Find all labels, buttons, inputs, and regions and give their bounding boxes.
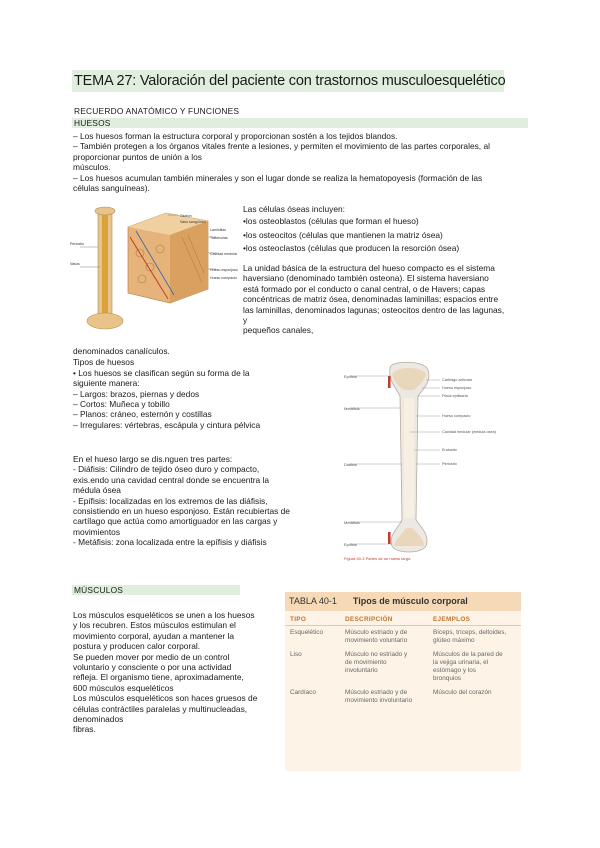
cell-line: Músculo no estriado y bbox=[345, 651, 408, 658]
largo-line: - Metáfisis: zona localizada entre la epífisis y diáfisis bbox=[73, 537, 267, 548]
table-number: TABLA 40-1 bbox=[289, 596, 337, 606]
celulas-line: •los osteoblastos (células que forman el hueso) bbox=[243, 216, 419, 227]
section-recuerdo-heading: RECUERDO ANATÓMICO Y FUNCIONES bbox=[74, 106, 240, 116]
celulas-line: •los osteoclastos (células que producen la resorción ósea) bbox=[243, 243, 460, 254]
long-bone-shape bbox=[390, 362, 429, 552]
bone-part-label: Cavidad medular (médula ósea) bbox=[442, 430, 497, 434]
section-label: Trabéculas bbox=[210, 236, 228, 240]
bone-part-label: Hueso esponjoso bbox=[442, 386, 472, 390]
celulas-text bbox=[243, 204, 459, 254]
bone-part-label: Epífisis bbox=[344, 542, 357, 547]
musculos-line: voluntario y consciente o por una actividad bbox=[73, 661, 232, 672]
section-label: Vasos bbox=[70, 262, 80, 266]
bone-part-label: Cartílago articular bbox=[442, 378, 472, 382]
table-name: Tipos de músculo corporal bbox=[352, 596, 468, 606]
cell-line: bronquios bbox=[433, 675, 462, 682]
cell-line: movimiento voluntario bbox=[345, 637, 408, 644]
table-col-header: TIPO bbox=[290, 616, 307, 623]
table-cell-tipo: Liso bbox=[290, 651, 302, 658]
figure-caption: Figura 40-3 Partes de un hueso largo. bbox=[344, 556, 412, 561]
tipos-line: – Planos: cráneo, esternón y costillas bbox=[73, 409, 212, 420]
cell-line: glúteo máximo bbox=[433, 637, 475, 644]
huesos-text bbox=[73, 131, 490, 193]
tipos-line: – Largos: brazos, piernas y dedos bbox=[73, 388, 200, 399]
celulas-line: •los osteocitos (células que mantienen la matriz ósea) bbox=[243, 229, 443, 240]
cell-line: la vejiga urinaria, el bbox=[433, 659, 489, 666]
musculos-line: movimiento corporal, ayudan a mantener la bbox=[73, 630, 235, 641]
bone-part-label: Metáfisis bbox=[344, 406, 360, 411]
section-label: Vaso sanguíneo bbox=[180, 220, 206, 224]
table-cell-ejemplos bbox=[433, 689, 492, 697]
musculos-line: Los músculos esqueléticos se unen a los huesos bbox=[73, 610, 255, 620]
bone-part-label: Epífisis bbox=[344, 374, 357, 379]
cell-line: involuntario bbox=[345, 667, 378, 674]
musculos-line: refleja. El organismo tiene, aproximadamente, bbox=[73, 672, 244, 683]
table-rule bbox=[285, 625, 521, 626]
cell-line: Músculos de la pared de bbox=[433, 651, 503, 658]
huesos-line: músculos. bbox=[73, 162, 111, 173]
largo-line: En el hueso largo se dis.nguen tres partes: bbox=[73, 454, 233, 464]
largo-line: movimientos bbox=[73, 526, 121, 537]
bone-part-label: Diáfisis bbox=[344, 462, 357, 467]
long-bone-leader-lines bbox=[350, 376, 440, 544]
section-label: Laminillas bbox=[210, 228, 226, 232]
celulas-line: Las células óseas incluyen: bbox=[243, 204, 345, 214]
musculos-line: células contráctiles paralelas y multinucleadas, bbox=[73, 703, 248, 714]
haversiano-text bbox=[243, 263, 504, 336]
cortex-block bbox=[128, 213, 208, 303]
tipos-line: siguiente manera: bbox=[73, 378, 140, 389]
long-bone-red-marks bbox=[388, 376, 391, 544]
tipos-line: Tipos de huesos bbox=[73, 357, 135, 368]
tipos-line: denominados canalículos. bbox=[73, 346, 170, 356]
largo-line: consistiendo en un hueso esponjoso. Están recubiertas de bbox=[73, 505, 290, 516]
table-col-header: EJEMPLOS bbox=[433, 616, 471, 623]
largo-line: médula ósea bbox=[73, 485, 121, 496]
hueso-largo-text bbox=[73, 454, 290, 548]
largo-line: cartílago que actúa como amortiguador en las cargas y bbox=[73, 516, 278, 527]
huesos-line: – Los huesos acumulan también minerales y son el lugar donde se realiza la hematopoyesis (formación de las bbox=[73, 172, 483, 183]
haversiano-line: concéntricas de matriz ósea, denominadas laminillas; espacios entre bbox=[243, 294, 499, 305]
cell-line: Músculo estriado y de bbox=[345, 689, 408, 696]
table-cell-descripcion bbox=[345, 651, 407, 675]
bone-part-label: Placa epifisaria bbox=[442, 394, 468, 398]
musculos-line: postura y producen calor corporal. bbox=[73, 641, 201, 652]
table-cell-ejemplos bbox=[433, 629, 506, 645]
section-huesos-heading: HUESOS bbox=[74, 118, 111, 128]
table-cell-descripcion bbox=[345, 629, 407, 645]
largo-line: - Diáfisis: Cilindro de tejido óseo duro y compacto, bbox=[73, 464, 260, 475]
haversiano-line: haversiano (denominado también osteona). El sistema haversiano bbox=[243, 273, 489, 284]
cell-line: Músculo del corazón bbox=[433, 689, 492, 696]
tipos-line: – Irregulares: vértebras, escápula y cintura pélvica bbox=[73, 419, 261, 430]
cell-line: estómago y los bbox=[433, 667, 476, 674]
bone-part-label: Hueso compacto bbox=[442, 414, 471, 418]
huesos-heading-bar bbox=[72, 118, 528, 128]
section-label: Cavidad medular bbox=[210, 252, 238, 256]
bone-part-label: Periostio bbox=[442, 462, 457, 466]
cell-line: Bíceps, tríceps, deltoides, bbox=[433, 629, 507, 636]
table-cell-tipo: Esquelético bbox=[290, 629, 324, 636]
section-label: Hueso esponjoso bbox=[210, 268, 238, 272]
section-label: Hueso compacto bbox=[210, 276, 237, 280]
section-label: Periostio bbox=[70, 242, 84, 246]
largo-line: exis.endo una cavidad central donde se encuentra la bbox=[73, 474, 270, 485]
table-cell-descripcion bbox=[345, 689, 412, 705]
haversiano-line: La unidad básica de la estructura del hueso compacto es el sistema bbox=[243, 263, 495, 273]
musculos-line: Se pueden mover por medio de un control bbox=[73, 651, 230, 662]
table-col-header: DESCRIPCIÓN bbox=[345, 616, 393, 623]
huesos-line: – Los huesos forman la estructura corporal y proporcionan sostén a los tejidos blandos. bbox=[73, 131, 398, 141]
section-label: Osteón bbox=[180, 214, 192, 218]
bone-shape bbox=[87, 207, 123, 329]
haversiano-line: pequeños canales, bbox=[243, 325, 314, 336]
cell-line: de movimiento bbox=[345, 659, 387, 666]
cell-line: Músculo estriado y de bbox=[345, 629, 408, 636]
musculos-text bbox=[73, 610, 257, 735]
tipos-line: • Los huesos se clasifican según su forma de la bbox=[73, 367, 250, 378]
table-cell-tipo: Cardíaco bbox=[290, 689, 316, 696]
musculos-line: Los músculos esqueléticos son haces gruesos de bbox=[73, 693, 258, 704]
haversiano-line: está formado por el conducto o canal central, o de Havers; capas bbox=[243, 283, 486, 294]
section-musculos-heading: MÚSCULOS bbox=[74, 585, 124, 595]
musculos-line: y los recubren. Estos músculos estimulan el bbox=[73, 620, 236, 631]
huesos-line: células sanguíneas). bbox=[73, 182, 150, 193]
tipos-text bbox=[73, 346, 260, 430]
musculos-line: fibras. bbox=[73, 724, 96, 735]
long-bone-figure bbox=[330, 360, 497, 565]
table-title bbox=[289, 595, 468, 607]
musculos-line: 600 músculos esqueléticos bbox=[73, 682, 174, 693]
tipos-line: – Cortos: Muñeca y tobillo bbox=[73, 398, 170, 409]
table-cell-ejemplos bbox=[433, 651, 503, 683]
cell-line: movimiento involuntario bbox=[345, 697, 413, 704]
bone-part-label: Endostio bbox=[442, 448, 457, 452]
haversiano-line: las laminillas, denominados lagunas; osteocitos dentro de las lagunas, bbox=[243, 304, 505, 315]
bone-section-illustration bbox=[70, 207, 238, 335]
largo-line: - Epífisis: localizadas en los extremos de las diáfisis, bbox=[73, 495, 268, 506]
haversiano-line: y bbox=[243, 314, 248, 325]
bone-part-label: Metáfisis bbox=[344, 520, 360, 525]
musculos-line: denominados bbox=[73, 713, 124, 724]
huesos-line: – También protegen a los órganos vitales frente a lesiones, y permiten el movimiento de las partes corporales, al bbox=[73, 141, 490, 152]
page-title: TEMA 27: Valoración del paciente con trastornos musculoesquelético bbox=[72, 70, 504, 92]
huesos-line: proporcionar puntos de unión a los bbox=[73, 151, 202, 162]
